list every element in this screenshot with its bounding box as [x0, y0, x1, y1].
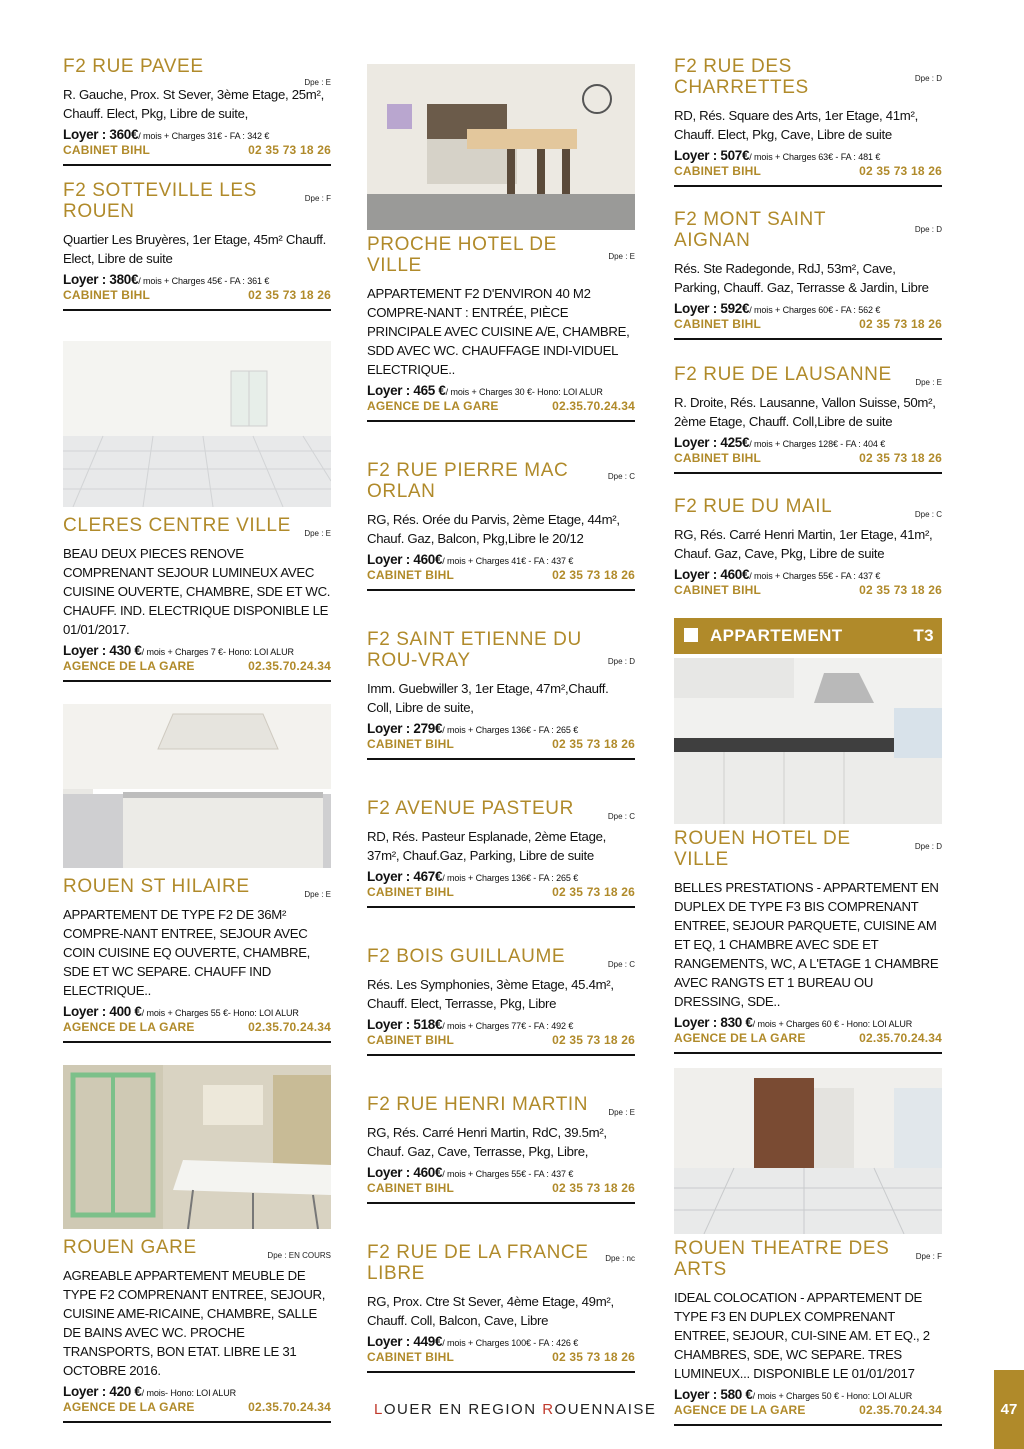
banner-type: T3	[913, 626, 934, 645]
rent: Loyer : 460€/ mois + Charges 41€ - FA : 437 €	[367, 552, 574, 567]
agency-line	[674, 1031, 942, 1045]
footer-letter-r: R	[542, 1401, 555, 1418]
agency-name: AGENCE DE LA GARE	[367, 399, 499, 413]
listing-description: APPARTEMENT F2 D'ENVIRON 40 M2 COMPRE-NANT : ENTRÉE, PIÈCE PRINCIPALE AVEC CUISINE A/E, CHAMBRE, SDD AVEC WC. CHAUFFAGE INDI-VIDUEL ELECTRIQUE..	[367, 286, 630, 377]
dpe-rating: Dpe : F	[304, 194, 331, 203]
agency-name: CABINET BIHL	[367, 1033, 455, 1047]
dpe-rating: Dpe : E	[608, 252, 635, 261]
rent: Loyer : 400 €/ mois + Charges 55 €- Hono: LOI ALUR	[63, 1004, 299, 1019]
dpe-rating: Dpe : E	[915, 378, 942, 387]
footer-text-1: OUER EN REGION	[383, 1401, 543, 1418]
agency-phone: 02 35 73 18 26	[552, 1181, 635, 1195]
agency-line	[63, 143, 331, 157]
agency-line	[674, 1403, 942, 1417]
apartment-photo	[63, 1065, 331, 1229]
rent: Loyer : 425€/ mois + Charges 128€ - FA : 404 €	[674, 435, 886, 450]
rent: Loyer : 430 €/ mois + Charges 7 €- Hono: LOI ALUR	[63, 643, 294, 658]
agency-name: AGENCE DE LA GARE	[63, 1400, 195, 1414]
agency-line	[367, 885, 635, 899]
listing-description: IDEAL COLOCATION - APPARTEMENT DE TYPE F3 EN DUPLEX COMPRENANT ENTREE, SEJOUR, CUI-SINE AM. ET EQ., 2 CHAMBRES, SDE, WC SEPARE. TRES LUMINEUX... DISPONIBLE LE 01/01/2017	[674, 1290, 930, 1381]
listing-description: RG, Rés. Carré Henri Martin, 1er Etage, 41m², Chauf. Gaz, Cave, Pkg, Libre de suite	[674, 527, 933, 561]
charges: / mois + Charges 136€ - FA : 265 €	[442, 873, 579, 883]
listing	[63, 515, 331, 682]
column-middle	[367, 64, 635, 1387]
agency-line	[674, 451, 942, 465]
section-banner	[674, 618, 942, 654]
dpe-rating: Dpe : E	[608, 1108, 635, 1117]
agency-name: AGENCE DE LA GARE	[63, 659, 195, 673]
agency-phone: 02 35 73 18 26	[552, 737, 635, 751]
listing	[674, 56, 942, 187]
charges: / mois + Charges 55 €- Hono: LOI ALUR	[141, 1008, 299, 1018]
listing-description: APPARTEMENT DE TYPE F2 DE 36M² COMPRE-NANT ENTREE, SEJOUR AVEC COIN CUISINE EQ OUVERTE, CHAMBRE, SDE ET WC SEPARE. CHAUFF IND ELECTRIQUE..	[63, 907, 311, 998]
agency-line	[63, 288, 331, 302]
charges: / mois + Charges 55€ - FA : 437 €	[749, 571, 881, 581]
listing	[674, 828, 942, 1054]
agency-name: CABINET BIHL	[367, 1350, 455, 1364]
dpe-rating: Dpe : F	[915, 1252, 942, 1261]
rent: Loyer : 380€/ mois + Charges 45€ - FA : 361 €	[63, 272, 270, 287]
agency-name: CABINET BIHL	[674, 583, 762, 597]
agency-line	[63, 659, 331, 673]
listing	[63, 56, 331, 166]
dpe-rating: Dpe : C	[607, 960, 635, 969]
agency-line	[63, 1020, 331, 1034]
agency-phone: 02.35.70.24.34	[859, 1031, 942, 1045]
listing	[367, 629, 635, 760]
dpe-rating: Dpe : C	[607, 472, 635, 481]
apartment-photo	[674, 1068, 942, 1234]
dpe-rating: Dpe : nc	[605, 1254, 635, 1263]
dpe-rating: Dpe : E	[304, 78, 331, 87]
listing-title: F2 RUE DE LA FRANCE LIBRE	[367, 1242, 589, 1284]
dpe-rating: Dpe : D	[914, 225, 942, 234]
dpe-rating: Dpe : E	[304, 890, 331, 899]
rent: Loyer : 467€/ mois + Charges 136€ - FA : 265 €	[367, 869, 579, 884]
listing-title: ROUEN ST HILAIRE	[63, 876, 250, 897]
dpe-rating: Dpe : C	[607, 812, 635, 821]
charges: / mois + Charges 45€ - FA : 361 €	[138, 276, 270, 286]
agency-name: CABINET BIHL	[63, 143, 151, 157]
agency-line	[367, 1033, 635, 1047]
agency-name: CABINET BIHL	[674, 317, 762, 331]
listing-description: RG, Prox. Ctre St Sever, 4ème Etage, 49m², Chauff. Coll, Balcon, Cave, Libre	[367, 1294, 614, 1328]
listing-description: RD, Rés. Square des Arts, 1er Etage, 41m², Chauff. Elect, Pkg, Cave, Libre de suite	[674, 108, 918, 142]
listing	[367, 1242, 635, 1373]
listing	[367, 460, 635, 591]
apartment-photo	[63, 704, 331, 868]
charges: / mois + Charges 128€ - FA : 404 €	[749, 439, 886, 449]
charges: / mois + Charges 31€ - FA : 342 €	[138, 131, 270, 141]
agency-phone: 02.35.70.24.34	[248, 659, 331, 673]
agency-line	[367, 399, 635, 413]
listing-description: Rés. Ste Radegonde, RdJ, 53m², Cave, Parking, Chauff. Gaz, Terrasse & Jardin, Libre	[674, 261, 929, 295]
listing	[367, 234, 635, 422]
dpe-rating: Dpe : D	[914, 842, 942, 851]
charges: / mois + Charges 60€ - FA : 562 €	[749, 305, 881, 315]
listing	[367, 798, 635, 908]
listing-title: F2 SAINT ETIENNE DU ROU-VRAY	[367, 629, 582, 671]
listing-title: F2 RUE DU MAIL	[674, 496, 833, 517]
agency-name: AGENCE DE LA GARE	[63, 1020, 195, 1034]
listing-title: PROCHE HOTEL DE VILLE	[367, 234, 557, 276]
listing-title: ROUEN THEATRE DES ARTS	[674, 1238, 890, 1280]
listing	[367, 946, 635, 1056]
agency-phone: 02 35 73 18 26	[552, 568, 635, 582]
listing-title: F2 RUE PAVEE	[63, 56, 204, 77]
rent: Loyer : 465 €/ mois + Charges 30 €- Hono: LOI ALUR	[367, 383, 603, 398]
agency-phone: 02 35 73 18 26	[552, 1033, 635, 1047]
dpe-rating: Dpe : D	[607, 657, 635, 666]
rent: Loyer : 460€/ mois + Charges 55€ - FA : 437 €	[674, 567, 881, 582]
listing-title: F2 RUE DE LAUSANNE	[674, 364, 892, 385]
agency-name: CABINET BIHL	[63, 288, 151, 302]
listing-title: CLERES CENTRE VILLE	[63, 515, 291, 536]
agency-name: CABINET BIHL	[367, 568, 455, 582]
agency-phone: 02 35 73 18 26	[859, 583, 942, 597]
agency-phone: 02 35 73 18 26	[552, 885, 635, 899]
listing-description: AGREABLE APPARTEMENT MEUBLE DE TYPE F2 COMPRENANT ENTREE, SEJOUR, CUISINE AME-RICAINE, CHAMBRE, SALLE DE BAINS AVEC WC. PROCHE TRANSPORTS, BON ETAT. LIBRE LE 31 OCTOBRE 2016.	[63, 1268, 326, 1378]
listing-description: RG, Rés. Orée du Parvis, 2ème Etage, 44m², Chauf. Gaz, Balcon, Pkg,Libre le 20/12	[367, 512, 620, 546]
footer-letter-l: L	[374, 1401, 384, 1418]
agency-phone: 02 35 73 18 26	[552, 1350, 635, 1364]
listing-description: R. Gauche, Prox. St Sever, 3ème Etage, 25m², Chauff. Elect, Pkg, Libre de suite,	[63, 87, 324, 121]
charges: / mois + Charges 55€ - FA : 437 €	[442, 1169, 574, 1179]
rent: Loyer : 420 €/ mois- Hono: LOI ALUR	[63, 1384, 236, 1399]
agency-name: CABINET BIHL	[367, 737, 455, 751]
listing-description: Imm. Guebwiller 3, 1er Etage, 47m²,Chauff. Coll, Libre de suite,	[367, 681, 609, 715]
listing	[674, 364, 942, 474]
rent: Loyer : 279€/ mois + Charges 136€ - FA : 265 €	[367, 721, 579, 736]
listing-description: R. Droite, Rés. Lausanne, Vallon Suisse, 50m², 2ème Etage, Chauff. Coll,Libre de suite	[674, 395, 936, 429]
listing-title: F2 RUE DES CHARRETTES	[674, 56, 809, 98]
listing	[674, 209, 942, 340]
page-footer	[374, 1401, 656, 1418]
listing-description: Rés. Les Symphonies, 3ème Etage, 45.4m², Chauff. Elect, Terrasse, Pkg, Libre	[367, 977, 614, 1011]
listing-title: F2 AVENUE PASTEUR	[367, 798, 574, 819]
agency-phone: 02.35.70.24.34	[248, 1400, 331, 1414]
agency-phone: 02.35.70.24.34	[552, 399, 635, 413]
agency-phone: 02 35 73 18 26	[248, 143, 331, 157]
agency-phone: 02 35 73 18 26	[859, 451, 942, 465]
charges: / mois + Charges 41€ - FA : 437 €	[442, 556, 574, 566]
listing-title: F2 BOIS GUILLAUME	[367, 946, 566, 967]
banner-label-wrap	[684, 626, 843, 646]
apartment-photo	[367, 64, 635, 230]
dpe-rating: Dpe : EN COURS	[267, 1251, 331, 1260]
listing	[63, 1237, 331, 1423]
listing	[63, 180, 331, 311]
listing-title: F2 MONT SAINT AIGNAN	[674, 209, 826, 251]
rent: Loyer : 518€/ mois + Charges 77€ - FA : 492 €	[367, 1017, 574, 1032]
charges: / mois- Hono: LOI ALUR	[141, 1388, 236, 1398]
agency-phone: 02.35.70.24.34	[859, 1403, 942, 1417]
listing	[674, 1238, 942, 1426]
listing	[674, 496, 942, 604]
listing-title: ROUEN GARE	[63, 1237, 197, 1258]
footer-text-2: OUENNAISE	[554, 1401, 657, 1418]
agency-name: CABINET BIHL	[367, 1181, 455, 1195]
apartment-photo	[674, 658, 942, 824]
listing-title: F2 RUE HENRI MARTIN	[367, 1094, 589, 1115]
listing-description: Quartier Les Bruyères, 1er Etage, 45m² Chauff. Elect, Libre de suite	[63, 232, 327, 266]
agency-phone: 02 35 73 18 26	[859, 317, 942, 331]
charges: / mois + Charges 7 €- Hono: LOI ALUR	[141, 647, 294, 657]
agency-phone: 02 35 73 18 26	[859, 164, 942, 178]
listing	[63, 876, 331, 1043]
charges: / mois + Charges 77€ - FA : 492 €	[442, 1021, 574, 1031]
agency-line	[367, 737, 635, 751]
charges: / mois + Charges 50 € - Hono: LOI ALUR	[752, 1391, 913, 1401]
charges: / mois + Charges 100€ - FA : 426 €	[442, 1338, 579, 1348]
listing-description: BELLES PRESTATIONS - APPARTEMENT EN DUPLEX DE TYPE F3 BIS COMPRENANT ENTREE, SEJOUR PARQUETE, CUISINE AM ET EQ, 1 CHAMBRE AVEC SDE ET RANGEMENTS, WC, A L'ETAGE 1 CHAMBRE AVEC RANGTS ET 1 BUREAU OU DRESSING, SDE..	[674, 880, 939, 1009]
rent: Loyer : 360€/ mois + Charges 31€ - FA : 342 €	[63, 127, 270, 142]
banner-label: APPARTEMENT	[710, 626, 843, 645]
charges: / mois + Charges 30 €- Hono: LOI ALUR	[445, 387, 603, 397]
apartment-photo	[63, 341, 331, 507]
listing-title: F2 RUE PIERRE MAC ORLAN	[367, 460, 569, 502]
agency-line	[367, 1350, 635, 1364]
rent: Loyer : 507€/ mois + Charges 63€ - FA : 481 €	[674, 148, 881, 163]
dpe-rating: Dpe : E	[304, 529, 331, 538]
column-right	[674, 56, 942, 1440]
agency-name: AGENCE DE LA GARE	[674, 1031, 806, 1045]
dpe-rating: Dpe : C	[914, 510, 942, 519]
agency-name: CABINET BIHL	[367, 885, 455, 899]
charges: / mois + Charges 63€ - FA : 481 €	[749, 152, 881, 162]
agency-line	[367, 568, 635, 582]
agency-phone: 02.35.70.24.34	[248, 1020, 331, 1034]
agency-name: CABINET BIHL	[674, 164, 762, 178]
charges: / mois + Charges 136€ - FA : 265 €	[442, 725, 579, 735]
agency-line	[674, 164, 942, 178]
agency-line	[367, 1181, 635, 1195]
square-icon	[684, 628, 698, 642]
listing	[367, 1094, 635, 1204]
column-left	[63, 56, 331, 1437]
charges: / mois + Charges 60 € - Hono: LOI ALUR	[752, 1019, 913, 1029]
rent: Loyer : 592€/ mois + Charges 60€ - FA : 562 €	[674, 301, 881, 316]
page-number: 47	[994, 1370, 1024, 1449]
rent: Loyer : 460€/ mois + Charges 55€ - FA : 437 €	[367, 1165, 574, 1180]
agency-name: AGENCE DE LA GARE	[674, 1403, 806, 1417]
agency-line	[674, 317, 942, 331]
rent: Loyer : 580 €/ mois + Charges 50 € - Hono: LOI ALUR	[674, 1387, 913, 1402]
listing-description: RD, Rés. Pasteur Esplanade, 2ème Etage, 37m², Chauf.Gaz, Parking, Libre de suite	[367, 829, 606, 863]
agency-line	[63, 1400, 331, 1414]
agency-phone: 02 35 73 18 26	[248, 288, 331, 302]
dpe-rating: Dpe : D	[914, 74, 942, 83]
listing-description: RG, Rés. Carré Henri Martin, RdC, 39.5m², Chauf. Gaz, Cave, Terrasse, Pkg, Libre,	[367, 1125, 607, 1159]
rent: Loyer : 830 €/ mois + Charges 60 € - Hono: LOI ALUR	[674, 1015, 913, 1030]
agency-name: CABINET BIHL	[674, 451, 762, 465]
listing-description: BEAU DEUX PIECES RENOVE COMPRENANT SEJOUR LUMINEUX AVEC CUISINE OUVERTE, CHAMBRE, SDE ET WC. CHAUFF. IND. ELECTRIQUE DISPONIBLE LE 01/01/2017.	[63, 546, 331, 637]
rent: Loyer : 449€/ mois + Charges 100€ - FA : 426 €	[367, 1334, 579, 1349]
agency-line	[674, 583, 942, 597]
listing-title: F2 SOTTEVILLE LES ROUEN	[63, 180, 257, 222]
listing-title: ROUEN HOTEL DE VILLE	[674, 828, 851, 870]
